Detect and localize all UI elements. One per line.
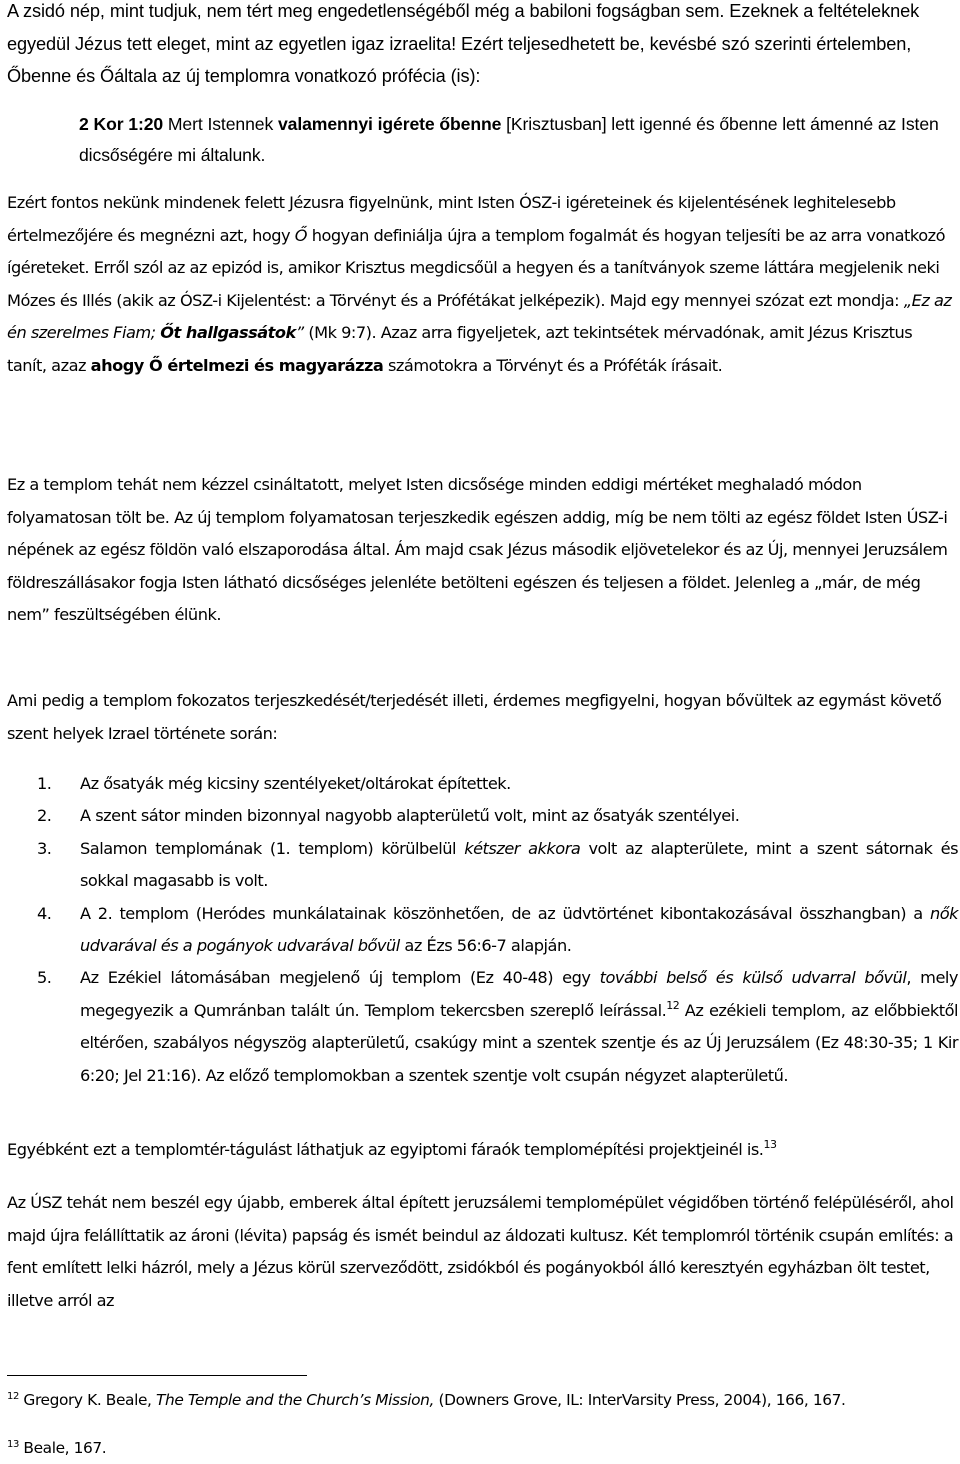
list-item [0, 833, 958, 898]
intro-text: A zsidó nép, mint tudjuk, nem tért meg engedetlenségéből még a babiloni fogságban sem. Ezeknek a feltételeknek egyedül Jézus tett eleget, mint az egyetlen igaz izraelita! Ezért teljesedhetett be, kevésbé szó szerinti értelemben, Őbenne és Őáltala az új templomra vonatkozó prófécia (is): [7, 1, 920, 86]
list-item-text: Az ezékieli templom, az előbbiektől eltérően, szabályos négyszög alapterületű, csakúgy mint a szentek szentje és az Új Jeruzsálem (Ez 48:30-35; 1 Kir 6:20; Jel 21:16). Az előző templomokban a szentek szentje volt csupán négyzet alapterületű. [80, 1000, 958, 1085]
list-item-text: volt az alapterülete, mint a szent sátornak és sokkal magasabb is volt. [80, 838, 959, 891]
list-item [0, 800, 958, 832]
para1-bold: ahogy Ő értelmezi és magyarázza [90, 355, 384, 375]
footnote-text: (Downers Grove, IL: InterVarsity Press, 2004), 166, 167. [434, 1391, 846, 1409]
footnote-12 [7, 1388, 955, 1413]
footnote-number: 12 [7, 1391, 19, 1402]
list-item-italic: további belső és külső udvarral bővül [599, 968, 907, 988]
list-number: 3. [37, 838, 52, 858]
sanctuary-list [0, 768, 958, 1092]
footnote-13 [7, 1436, 955, 1461]
para2-text: Ez a templom tehát nem kézzel csináltatott, melyet Isten dicsősége minden eddigi mértéket meghaladó módon folyamatosan tölt be. Az új templom folyamatosan terjeszkedik egészen addig, míg be nem tölti az egész földet Isten ÚSZ-i népének az egész földön való elszaporodása által. Ám majd csak Jézus második eljövetelekor és az Új, mennyei Jeruzsálem földreszállásakor fogja Isten látható dicsőséges jelenléte betölteni egészen és teljesen a földet. Jelenleg a „már, de még nem” feszültségében élünk. [7, 475, 948, 625]
paragraph-jesus-interpreter [7, 187, 955, 383]
list-item [0, 898, 958, 963]
list-item-text: Salamon templomának (1. templom) körülbelül [80, 838, 465, 858]
para1-text-2: hogyan definiálja újra a templom fogalmát és hogyan teljesíti be az arra vonatkozó ígéreteket. Erről szól az az epizód is, amikor Krisztus megdicsőül a hegyen és a tanítványok szeme láttára megjelenik neki Mózes és Illés (akik az ÓSZ-i Kijelentést: a Törvényt és a Prófétákat jelképezik). Majd egy mennyei szózat ezt mondja: [7, 225, 946, 310]
list-number: 4. [37, 903, 52, 923]
footnote-book-title: The Temple and the Church’s Mission, [156, 1391, 435, 1409]
para1-text-4: számotokra a Törvényt és a Próféták írásait. [383, 355, 723, 375]
paragraph-new-testament [7, 1187, 955, 1317]
list-item-text: , mely megegyezik a Qumránban talált ún. Templom tekercsben szereplő leírással. [80, 968, 958, 1020]
list-item-italic: nők udvarával és a pogányok udvarával bővül [80, 903, 958, 956]
para1-text-3: (Mk 9:7). Azaz arra figyeljetek, azt tekintsétek mérvadónak, amit Jézus Krisztus tanít, azaz [7, 323, 913, 375]
para1-text-1: Ezért fontos nekünk mindenek felett Jézusra figyelnünk, mint Isten ÓSZ-i igéreteinek és kijelentésének leghitelesebb értelmezőjére és megnézni azt, hogy [7, 193, 896, 245]
list-item [0, 962, 958, 1092]
list-number: 2. [37, 806, 52, 826]
quote-text-1: Mert Istennek [163, 114, 278, 134]
para1-bold-italic: Őt hallgassátok [160, 323, 296, 343]
para1-italic-3: ” [295, 323, 304, 343]
quote-bold-text: valamennyi igérete őbenne [277, 114, 502, 134]
paragraph-temple-expansion [7, 685, 955, 750]
para1-italic-2: „Ez az én szerelmes Fiam; [7, 290, 952, 343]
footnote-divider [7, 1375, 307, 1376]
list-item-text: Az ősatyák még kicsiny szentélyeket/oltárokat építettek. [80, 774, 511, 793]
para5-text: Az ÚSZ tehát nem beszél egy újabb, emberek által épített jeruzsálemi templomépület végidőben történő felépüléséről, ahol majd újra felállíttatik az ároni (lévita) papság és ismét beindul az áldozati kultusz. Két templomról történik csupán említés: a fent említett lelki házról, mely a Jézus körül szerveződött, zsidókból és pogányokból álló keresztyén egyházban ölt testet, illetve arról az [7, 1193, 954, 1310]
list-item-text: A szent sátor minden bizonnyal nagyobb alapterületű volt, mint az ősatyák szentélyei. [80, 806, 740, 826]
list-number: 5. [37, 968, 52, 988]
bible-quote [79, 109, 955, 171]
footnote-text: Beale, 167. [18, 1439, 107, 1457]
footnote-ref-12[interactable]: 12 [666, 998, 680, 1012]
list-item-text: az Ézs 56:6-7 alapján. [399, 936, 572, 956]
paragraph-egypt [7, 1134, 955, 1167]
quote-text-2: [Krisztusban] lett igenné és őbenne lett ámenné az Isten dicsőségére mi általunk. [79, 114, 939, 165]
footnote-ref-13[interactable]: 13 [763, 1138, 777, 1151]
para3-text: Ami pedig a templom fokozatos terjeszkedését/terjedését illeti, érdemes megfigyelni, hogyan bővültek az egymást követő szent helyek Izrael története során: [7, 691, 942, 743]
paragraph-temple-glory [7, 469, 955, 632]
intro-paragraph [7, 0, 955, 93]
footnote-number: 13 [7, 1439, 19, 1450]
para4-text: Egyébként ezt a templomtér-tágulást láthatjuk az egyiptomi fáraók templomépítési projektjeinél is. [7, 1140, 764, 1159]
quote-reference: 2 Kor 1:20 [79, 114, 164, 134]
list-item-text: A 2. templom (Heródes munkálatainak köszönhetően, de az üdvtörténet kibontakozásával összhangban) a [80, 903, 930, 923]
list-item [0, 768, 958, 800]
footnote-text: Gregory K. Beale, [18, 1391, 156, 1409]
list-item-italic: kétszer akkora [464, 838, 581, 858]
list-item-text: Az Ezékiel látomásában megjelenő új templom (Ez 40-48) egy [80, 968, 600, 988]
para1-italic-1: Ő [294, 225, 308, 245]
list-number: 1. [37, 774, 52, 793]
